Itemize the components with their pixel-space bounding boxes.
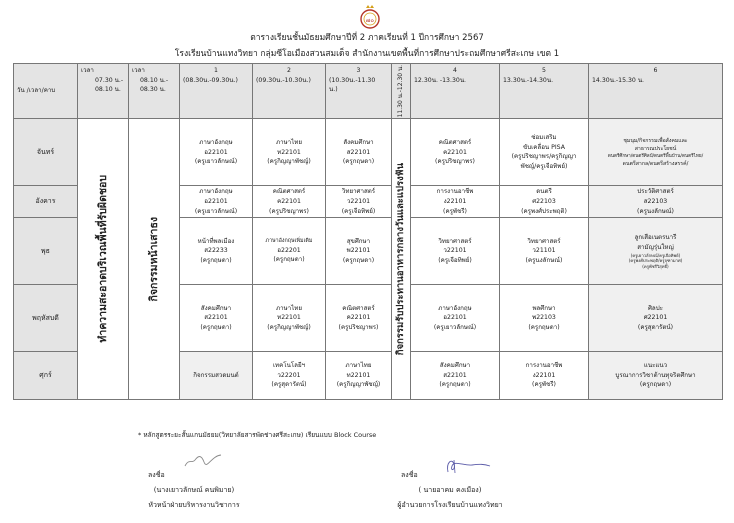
schedule-cell: ภาษาไทย ท22101 (ครูกิญญาพัชญ์) [326, 352, 392, 400]
curriculum-footnote: * หลักสูตรระยะสั้นแกนมัธยม(วิทยาลัยสารพัดช่างศรีสะเกษ) เรียนแบบ Block Course [138, 431, 377, 439]
period-a-header: เวลา 07.30 น.- 08.10 น. [78, 64, 129, 119]
schedule-cell: สังคมศึกษา ส22101 (ครูกฤษดา) [326, 119, 392, 186]
lunch-activity-cell: กิจกรรมรับประทานอาหารกลางวันและแปรงฟัน [392, 119, 411, 400]
schedule-cell: การงานอาชีพ ง22101 (ครูพัชรี) [411, 186, 500, 218]
lunch-time-header: 11.30 น.-12.30 น. [392, 64, 411, 119]
schedule-cell: แนะแนว บูรณาการวิชาต้านทุจริตศึกษา (ครูกฤษดา) [589, 352, 723, 400]
schedule-cell: สังคมศึกษา ส22101 (ครูกฤษดา) [411, 352, 500, 400]
signature-block-right [365, 470, 535, 515]
schedule-cell: ภาษาไทย ท22101 (ครูกิญญาพัชญ์) [253, 119, 326, 186]
signer-name: (นางเยาวลักษณ์ คนพิมาย) [153, 486, 235, 494]
schedule-cell: คณิตศาสตร์ ค22101 (ครูปริชญาพร) [253, 186, 326, 218]
schedule-cell: การงานอาชีพ ง22101 (ครูพัชรี) [500, 352, 589, 400]
signer-position: หัวหน้าฝ่ายบริหารงานวิชาการ [148, 501, 240, 509]
period-3-header: 3 (10.30น.-11.30 น.) [326, 64, 392, 119]
day-tuesday: อังคาร [14, 186, 78, 218]
day-friday: ศุกร์ [14, 352, 78, 400]
period-5-header: 5 13.30น.-14.30น. [500, 64, 589, 119]
schedule-cell: ดนตรี ศ22103 (ครูพงศ์ประพฤติ) [500, 186, 589, 218]
schedule-cell: คณิตศาสตร์ ค22101 (ครูปริชญาพร) [411, 119, 500, 186]
day-monday: จันทร์ [14, 119, 78, 186]
schedule-cell: ภาษาอังกฤษ อ22101 (ครูเยาวลักษณ์) [180, 186, 253, 218]
flag-activity-cell: กิจกรรมหน้าเสาธง [129, 119, 180, 400]
schedule-cell: สุขศึกษา พ22101 (ครูกฤษดา) [326, 218, 392, 285]
schedule-cell: หน้าที่พลเมือง ส22233 (ครูกฤษดา) [180, 218, 253, 285]
header-row [14, 64, 723, 119]
signer-name: ( นายอาคม คงเมือง) [418, 486, 482, 494]
schedule-cell: วิทยาศาสตร์ ว22101 (ครูเจือทิพย์) [326, 186, 392, 218]
period-1-header: 1 (08.30น.-09.30น.) [180, 64, 253, 119]
school-emblem-icon [356, 4, 384, 30]
day-wednesday: พุธ [14, 218, 78, 285]
schedule-cell: ภาษาไทย ท22101 (ครูกิญญาพัชญ์) [253, 285, 326, 352]
signature-left-image [183, 452, 223, 470]
cleaning-activity-cell: ทำความสะอาดบริเวณพื้นที่รับผิดชอบ [78, 119, 129, 400]
signature-block-left [140, 470, 248, 515]
period-4-header: 4 12.30น. -13.30น. [411, 64, 500, 119]
schedule-cell: ชุมนุม/กิจกรรมเพื่อสังคมและ สาธารณประโยชน์ ดนตรีศึกษา/ดนตรีศิลป์/ดนตรีพื้นบ้าน/ดนตรีไทย/ ดนตรีสากล/ดนตรีสร้างสรรค์/ [589, 119, 723, 186]
svg-text:๗๐: ๗๐ [365, 17, 375, 24]
schedule-cell: กิจกรรมสวดมนต์ [180, 352, 253, 400]
period-6-header: 6 14.30น.-15.30 น. [589, 64, 723, 119]
schedule-cell: ภาษาอังกฤษเพิ่มเติม อ22201 (ครูกฤษดา) [253, 218, 326, 285]
day-time-header: วัน /เวลา/คาบ [14, 64, 78, 119]
schedule-cell: เทคโนโลยีฯ ว22201 (ครูสุดารัตน์) [253, 352, 326, 400]
schedule-cell: ภาษาอังกฤษ อ22101 (ครูเยาวลักษณ์) [180, 119, 253, 186]
period-2-header: 2 (09.30น.-10.30น.) [253, 64, 326, 119]
signer-position: ผู้อำนวยการโรงเรียนบ้านแทงวิทยา [397, 501, 503, 509]
day-thursday: พฤหัสบดี [14, 285, 78, 352]
class-schedule-table [13, 63, 723, 400]
period-b-header: เวลา 08.10 น.- 08.30 น. [129, 64, 180, 119]
schedule-cell: ภาษาอังกฤษ อ22101 (ครูเยาวลักษณ์) [411, 285, 500, 352]
sign-label: ลงชื่อ [401, 471, 418, 479]
schedule-cell: สังคมศึกษา ส22101 (ครูกฤษดา) [180, 285, 253, 352]
table-row [14, 119, 723, 186]
schedule-cell: ซ่อมเสริม ขับเคลื่อน PISA (ครูปริชญาพร/ครูกิญญา พัชญ์/ครูเจือทิพย์) [500, 119, 589, 186]
schedule-cell: วิทยาศาสตร์ ว21101 (ครูนงลักษณ์) [500, 218, 589, 285]
schedule-cell: วิทยาศาสตร์ ว22101 (ครูเจือทิพย์) [411, 218, 500, 285]
schedule-title: ตารางเรียนชั้นมัธยมศึกษาปีที่ 2 ภาคเรียนที่ 1 ปีการศึกษา 2567 [250, 33, 484, 43]
schedule-cell: ประวัติศาสตร์ ส22103 (ครูนงลักษณ์) [589, 186, 723, 218]
sign-label: ลงชื่อ [148, 471, 165, 479]
school-subtitle: โรงเรียนบ้านแทงวิทยา กลุ่มซีโอเมืองสวนสมเด็จ สำนักงานเขตพื้นที่การศึกษาประถมศึกษาศรีสะเกษ เขต 1 [174, 49, 560, 59]
schedule-cell: ศิลปะ ศ22101 (ครูสุดารัตน์) [589, 285, 723, 352]
schedule-cell: คณิตศาสตร์ ค22101 (ครูปริชญาพร) [326, 285, 392, 352]
schedule-cell: ลูกเสือเนตรนารี สามัญรุ่นใหญ่ (ครูเยาวลักษณ์/ครูเจือทิพย์) (ครูพงศ์ประพฤติ/ครูจุฑามาศ) (ครูพัชรีวิสุทธิ์) [589, 218, 723, 285]
schedule-cell: พลศึกษา พ22103 (ครูกฤษดา) [500, 285, 589, 352]
